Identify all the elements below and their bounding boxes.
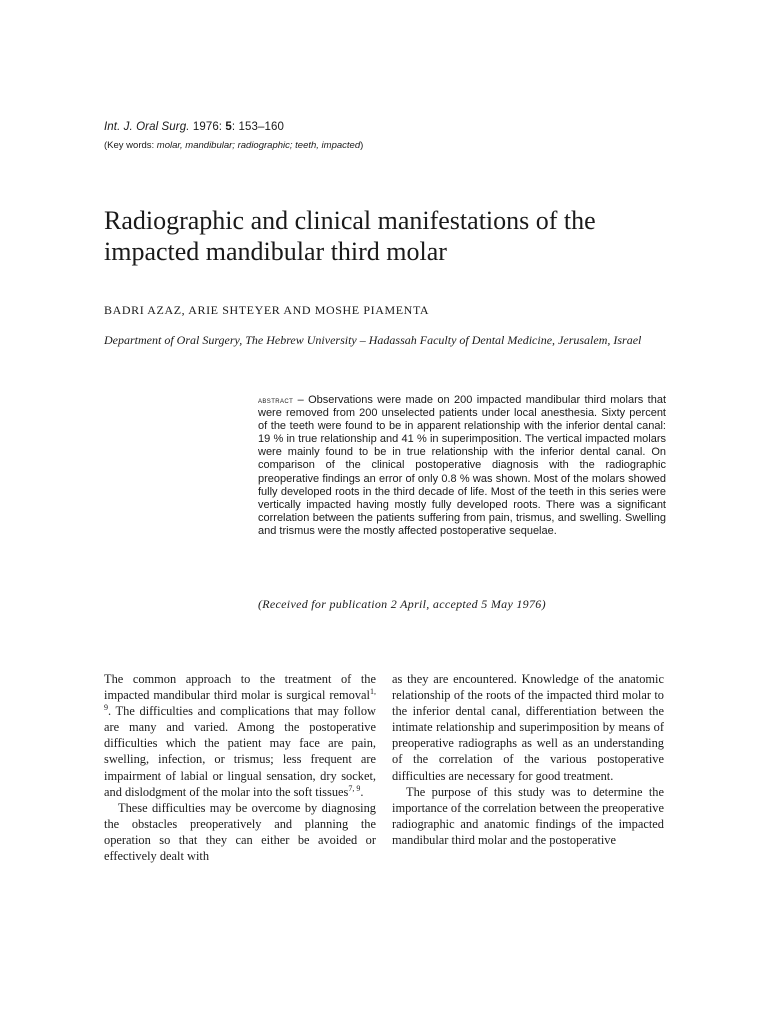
- body-paragraph: [104, 671, 376, 800]
- body-paragraph: The purpose of this study was to determine the importance of the correlation between the preoperative radiographic and anatomic findings of the impacted mandibular third molar and the postoperative: [392, 784, 664, 847]
- author-affiliation: Department of Oral Surgery, The Hebrew University – Hadassah Faculty of Dental Medicine, Jerusalem, Israel: [104, 333, 642, 347]
- key-words: [104, 140, 363, 151]
- abstract-label: abstract: [258, 395, 294, 405]
- journal-year: 1976:: [189, 121, 226, 133]
- body-text: . The difficulties and complications that may follow are many and varied. Among the postoperative difficulties which the patient may face are pain, swelling, infection, or trismus; less frequent are impairment of labial or lingual sensation, dry socket, and dislodgment of the molar into the soft tissues: [104, 704, 376, 799]
- article-title: Radiographic and clinical manifestations of the impacted mandibular third molar: [104, 206, 596, 266]
- abstract-text: – Observations were made on 200 impacted mandibular third molars that were removed from 200 unselected patients under local anesthesia. Sixty percent of the teeth were found to be in apparent relationship with the inferior dental canal: 19 % in true relationship and 41 % in superimposition. The vertical impacted molars were mainly found to be in true relationship with the inferior dental canal. On comparison of the clinical postoperative diagnosis with the radiographic preoperative findings an error of only 0.8 % was shown. Most of the molars showed fully developed roots in the third decade of life. Most of the teeth in this series were vertically impacted having mostly fully developed roots. There was a significant correlation between the patients suffering from pain, trismus, and swelling. Swelling and trismus were the mostly affected postoperative sequelae.: [258, 394, 666, 537]
- body-paragraph: as they are encountered. Knowledge of the anatomic relationship of the roots of the impacted third molar to the inferior dental canal, differentiation between the intimate relationship and superimposition by means of preoperative radiographs as well as an understanding of the correlation of the various postoperative difficulties are necessary for good treatment.: [392, 672, 664, 783]
- journal-citation: [104, 121, 284, 133]
- key-words-suffix: ): [360, 140, 364, 151]
- body-text: The common approach to the treatment of the impacted mandibular third molar is surgical removal: [104, 672, 376, 703]
- journal-pages: : 153–160: [231, 121, 284, 133]
- journal-name: Int. J. Oral Surg.: [104, 121, 190, 133]
- body-paragraph: These difficulties may be overcome by diagnosing the obstacles preoperatively and planning the operation so that they can either be avoided or effectively dealt with: [104, 800, 376, 864]
- author-list: BADRI AZAZ, ARIE SHTEYER AND MOSHE PIAMENTA: [104, 303, 430, 317]
- abstract: [258, 394, 666, 538]
- key-words-terms: molar, mandibular; radiographic; teeth, impacted: [156, 140, 361, 151]
- journal-volume: 5: [225, 121, 232, 133]
- body-text: .: [360, 784, 364, 799]
- body-column-right: [392, 671, 664, 848]
- reference-superscript: 1, 9: [104, 687, 376, 713]
- received-date: (Received for publication 2 April, accepted 5 May 1976): [258, 597, 546, 611]
- key-words-prefix: (Key words:: [104, 140, 157, 151]
- body-column-left: [104, 671, 376, 864]
- reference-superscript: 7, 9: [348, 783, 361, 793]
